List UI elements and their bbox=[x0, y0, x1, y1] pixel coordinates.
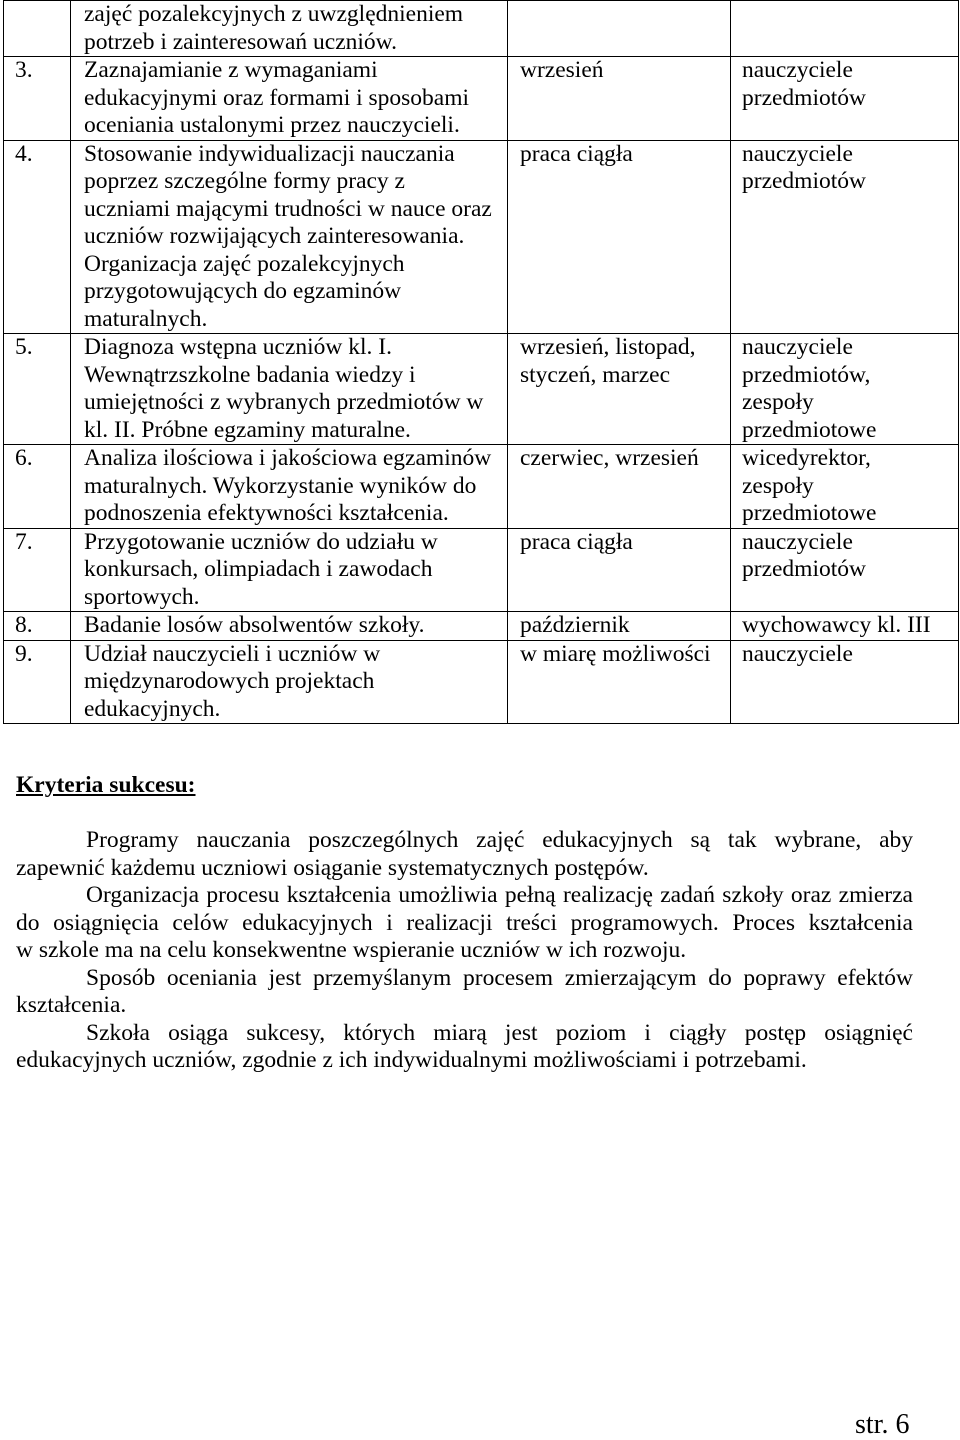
deadline-line: styczeń, marzec bbox=[520, 361, 671, 388]
responsible-line: nauczyciele bbox=[742, 57, 853, 83]
deadline bbox=[508, 57, 731, 141]
task-line: konkursach, olimpiadach i zawodach bbox=[84, 556, 433, 582]
paragraph-line: Szkoła osiąga sukcesy, których miarą jest poziom i ciągły postęp osiągnięć bbox=[86, 1019, 913, 1046]
table-row bbox=[4, 57, 959, 141]
row-number: 3. bbox=[4, 57, 71, 141]
deadline bbox=[508, 334, 731, 445]
criteria-paragraph bbox=[16, 965, 913, 1020]
responsible-line: nauczyciele bbox=[742, 140, 853, 167]
task-line: poprzez szczególne formy pracy z bbox=[84, 168, 405, 194]
paragraph-line: edukacyjnych uczniów, zgodnie z ich indywidualnymi możliwościami i potrzebami. bbox=[16, 1047, 807, 1073]
paragraph-line: Programy nauczania poszczególnych zajęć edukacyjnych są tak wybrane, aby bbox=[86, 827, 913, 853]
paragraph-line: Sposób oceniania jest przemyślanym procesem zmierzającym do poprawy efektów bbox=[86, 964, 913, 991]
responsible-line: przedmiotowe bbox=[742, 500, 877, 526]
deadline bbox=[508, 612, 731, 641]
criteria-heading: Kryteria sukcesu: bbox=[16, 772, 196, 798]
paragraph-line: w szkole ma na celu konsekwentne wspieranie uczniów w ich rozwoju. bbox=[16, 937, 687, 963]
responsible-line: przedmiotów bbox=[742, 84, 866, 111]
task-line: Zaznajamianie z wymaganiami bbox=[84, 57, 378, 83]
row-number: 8. bbox=[4, 612, 71, 641]
task-description bbox=[71, 528, 508, 612]
schedule-table bbox=[3, 0, 959, 724]
task-description bbox=[71, 334, 508, 445]
task-description bbox=[71, 640, 508, 724]
row-number: 6. bbox=[4, 445, 71, 529]
paragraph-line: kształcenia. bbox=[16, 992, 127, 1018]
criteria-paragraph bbox=[16, 1020, 913, 1075]
table-row bbox=[4, 1, 959, 57]
table-row bbox=[4, 612, 959, 641]
criteria-paragraph bbox=[16, 882, 913, 965]
task-description bbox=[71, 445, 508, 529]
responsible-line: zespoły bbox=[742, 389, 814, 415]
page-number: str. 6 bbox=[855, 1409, 910, 1440]
responsible bbox=[731, 57, 959, 141]
responsible bbox=[731, 612, 959, 641]
task-line: oceniania ustalonymi przez nauczycieli. bbox=[84, 112, 460, 138]
responsible-line: nauczyciele bbox=[742, 640, 853, 667]
paragraph-line: Organizacja procesu kształcenia umożliwia pełną realizację zadań szkoły oraz zmierza bbox=[86, 882, 913, 908]
responsible-line: wicedyrektor, bbox=[742, 445, 871, 471]
responsible bbox=[731, 140, 959, 334]
schedule-table-body bbox=[4, 1, 959, 724]
task-description bbox=[71, 612, 508, 641]
responsible-line: nauczyciele bbox=[742, 334, 853, 360]
deadline-line: październik bbox=[520, 612, 630, 638]
responsible-line: zespoły bbox=[742, 472, 814, 499]
task-line: sportowych. bbox=[84, 583, 200, 610]
deadline bbox=[508, 528, 731, 612]
table-row bbox=[4, 445, 959, 529]
responsible-line: nauczyciele bbox=[742, 528, 853, 555]
task-line: Wewnątrzszkolne badania wiedzy i bbox=[84, 361, 416, 388]
task-line: potrzeb i zainteresowań uczniów. bbox=[84, 28, 397, 55]
task-line: edukacyjnych. bbox=[84, 695, 221, 722]
deadline-line: praca ciągła bbox=[520, 140, 633, 167]
row-number: 4. bbox=[4, 140, 71, 334]
row-number: 5. bbox=[4, 334, 71, 445]
row-number: 7. bbox=[4, 528, 71, 612]
responsible bbox=[731, 445, 959, 529]
task-line: Organizacja zajęć pozalekcyjnych bbox=[84, 250, 405, 277]
deadline bbox=[508, 140, 731, 334]
table-row bbox=[4, 640, 959, 724]
task-description bbox=[71, 57, 508, 141]
task-line: podnoszenia efektywności kształcenia. bbox=[84, 500, 449, 526]
task-line: Udział nauczycieli i uczniów w bbox=[84, 640, 381, 667]
task-line: Analiza ilościowa i jakościowa egzaminów bbox=[84, 445, 492, 471]
table-row bbox=[4, 140, 959, 334]
responsible bbox=[731, 1, 959, 57]
responsible-line: wychowawcy kl. III bbox=[742, 612, 931, 638]
deadline bbox=[508, 445, 731, 529]
task-line: uczniami mającymi trudności w nauce oraz bbox=[84, 195, 492, 222]
task-line: Badanie losów absolwentów szkoły. bbox=[84, 612, 425, 638]
responsible bbox=[731, 334, 959, 445]
task-line: maturalnych. bbox=[84, 305, 208, 332]
task-description bbox=[71, 140, 508, 334]
table-row bbox=[4, 528, 959, 612]
task-description bbox=[71, 1, 508, 57]
deadline bbox=[508, 1, 731, 57]
task-line: Diagnoza wstępna uczniów kl. I. bbox=[84, 334, 393, 360]
task-line: edukacyjnymi oraz formami i sposobami bbox=[84, 84, 470, 111]
task-line: umiejętności z wybranych przedmiotów w bbox=[84, 389, 484, 415]
task-line: przygotowujących do egzaminów bbox=[84, 278, 402, 304]
task-line: maturalnych. Wykorzystanie wyników do bbox=[84, 472, 477, 499]
task-line: Przygotowanie uczniów do udziału w bbox=[84, 528, 438, 555]
table-row bbox=[4, 334, 959, 445]
deadline-line: wrzesień, listopad, bbox=[520, 334, 696, 360]
criteria-paragraph bbox=[16, 827, 913, 882]
task-line: Stosowanie indywidualizacji nauczania bbox=[84, 140, 455, 167]
task-line: uczniów rozwijających zainteresowania. bbox=[84, 223, 465, 249]
task-line: międzynarodowych projektach bbox=[84, 668, 375, 694]
responsible-line: przedmiotów bbox=[742, 556, 866, 582]
responsible-line: przedmiotowe bbox=[742, 416, 877, 443]
row-number: 9. bbox=[4, 640, 71, 724]
deadline-line: czerwiec, wrzesień bbox=[520, 445, 699, 471]
task-line: kl. II. Próbne egzaminy maturalne. bbox=[84, 416, 411, 443]
responsible bbox=[731, 640, 959, 724]
deadline-line: w miarę możliwości bbox=[520, 640, 711, 667]
deadline-line: wrzesień bbox=[520, 57, 604, 83]
criteria-text bbox=[16, 827, 913, 1075]
row-number bbox=[4, 1, 71, 57]
responsible-line: przedmiotów, bbox=[742, 361, 871, 388]
deadline-line: praca ciągła bbox=[520, 528, 633, 555]
deadline bbox=[508, 640, 731, 724]
responsible-line: przedmiotów bbox=[742, 168, 866, 194]
paragraph-line: do osiągnięcia celów edukacyjnych i realizacji treści programowych. Proces kształcenia bbox=[16, 909, 913, 936]
responsible bbox=[731, 528, 959, 612]
task-line: zajęć pozalekcyjnych z uwzględnieniem bbox=[84, 1, 464, 27]
paragraph-line: zapewnić każdemu uczniowi osiąganie systematycznych postępów. bbox=[16, 854, 649, 881]
